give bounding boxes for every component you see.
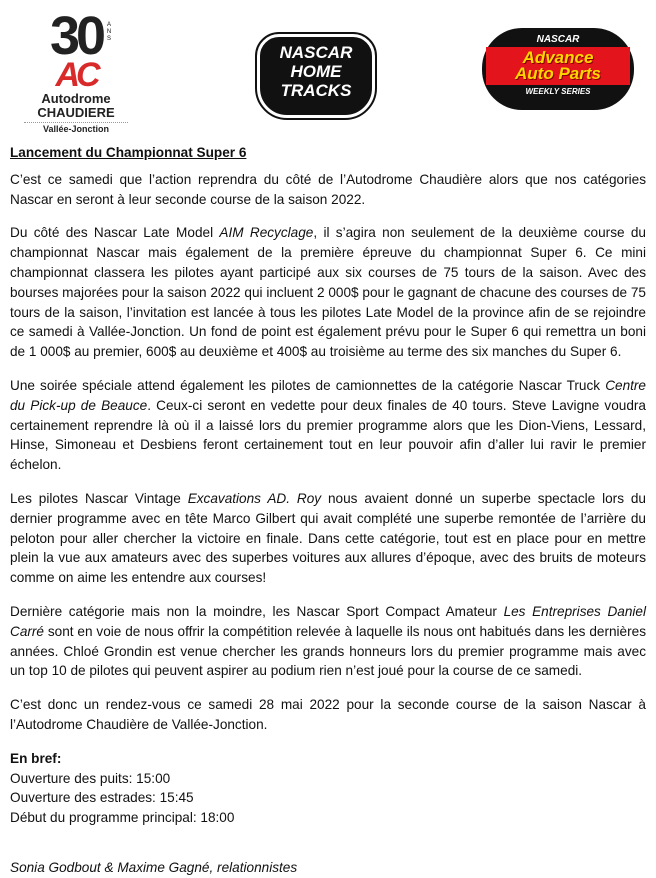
paragraph-truck [10, 376, 646, 475]
text: nous avaient donné un superbe spectacle lors du dernier programme avec en tête Marco Gilbert qui avait complété une superbe remontée de l’arrière du peloton pour aller chercher la victoire en finale. Dans cette catégorie, tout est en place pour en mettre plein la vue aux amateurs avec des superbes voitures aux allures d’époque, avec des bruits de moteurs comme on aime les entendre aux courses! [10, 490, 646, 586]
sponsor-name: AIM Recyclage [219, 225, 314, 241]
brief-heading: En bref: [10, 750, 62, 766]
logo-red-band [486, 47, 630, 85]
paragraph-late-model [10, 223, 646, 362]
text: , il s’agira non seulement de la deuxième course du championnat Nascar mais également de la première épreuve du championnat Super 6. Ce mini championnat classera les pilotes ayant participé aux six courses de 75 tours de la saison. Avec des bourses majorées pour la saison 2022 qui incluent 2 000$ pour le gagnant de chacune des courses de 75 tours de la saison, l’invitation est lancée à tous les pilotes Late Model de la province afin de se rejoindre ce samedi à Vallée-Jonction. Un fond de point est également prévu pour le Super 6 qui remettra un boni de 1 000$ au premier, 600$ au deuxième et 400$ au troisième au terme des six manches du Super 6. [10, 225, 646, 360]
text: Les pilotes Nascar Vintage [10, 490, 188, 506]
text: Une soirée spéciale attend également les pilotes de camionnettes de la catégorie Nascar Truck [10, 377, 606, 393]
signature: Sonia Godbout & Maxime Gagné, relationnistes [10, 859, 298, 875]
autodrome-chaudiere-logo [24, 6, 128, 134]
logo-number: 30 [49, 6, 103, 66]
brief-item: Début du programme principal: 18:00 [10, 810, 235, 826]
paragraph-vintage [10, 489, 646, 588]
logo-line2: HOME [290, 62, 342, 81]
text: . Ceux-ci seront en vedette pour deux finales de 40 tours. Steve Lavigne voudra certainement reprendre là où il a laissé lors du premier programme alors que les Dion-Viens, Lessard, Hinse, Simoneau et Desbiens feront certainement tout en leur pouvoir afin d’aller lui ravir le premier échelon. [10, 397, 646, 473]
paragraph-intro: C’est ce samedi que l’action reprendra du côté de l’Autodrome Chaudière alors que nos catégories Nascar en seront à leur seconde course de la saison 2022. [10, 171, 646, 207]
logo-line2: CHAUDIERE [37, 105, 115, 120]
logo-line2: Auto Parts [515, 64, 601, 83]
logo-line1: Autodrome [41, 91, 111, 106]
brief-item: Ouverture des estrades: 15:45 [10, 790, 194, 806]
text: sont en voie de nous offrir la compétition relevée à laquelle ils nous ont habitués dans les dernières années. Chloé Grondin est venue chercher les grands honneurs lors du premier programme mais avec un top 10 de pilotes qui peuvent aspirer au podium rien n’est joué pour la course de ce samedi. [10, 623, 646, 679]
sponsor-name: Les Entreprises Daniel Carré [10, 603, 646, 639]
logo-line1: NASCAR [279, 43, 353, 62]
text: Du côté des Nascar Late Model [10, 225, 220, 241]
brief-item: Ouverture des puits: 15:00 [10, 770, 171, 786]
text: Dernière catégorie mais non la moindre, les Nascar Sport Compact Amateur [10, 603, 504, 619]
nascar-home-tracks-logo [257, 34, 375, 118]
advance-auto-parts-logo [482, 28, 634, 110]
sponsor-name: Centre du Pick-up de Beauce [10, 377, 646, 413]
page-title: Lancement du Championnat Super 6 [10, 145, 247, 160]
brief-section [10, 749, 646, 828]
logo-top: NASCAR [536, 34, 580, 45]
press-release [10, 143, 646, 878]
paragraph-rendezvous: C’est donc un rendez-vous ce samedi 28 mai 2022 pour la seconde course de la saison Nascar à l’Autodrome Chaudière de Vallée-Jonction. [10, 697, 646, 732]
logo-initials: AC [55, 56, 97, 94]
logo-bottom: WEEKLY SERIES [525, 87, 591, 96]
sponsor-name: Excavations AD. Roy [187, 490, 322, 506]
logo-banner [0, 0, 656, 140]
logo-line3: Vallée-Jonction [24, 122, 128, 135]
logo-ans: ANS [106, 22, 112, 42]
logo-line1: Advance [522, 48, 594, 67]
logo-line3: TRACKS [280, 81, 352, 100]
paragraph-sport-compact [10, 602, 646, 681]
